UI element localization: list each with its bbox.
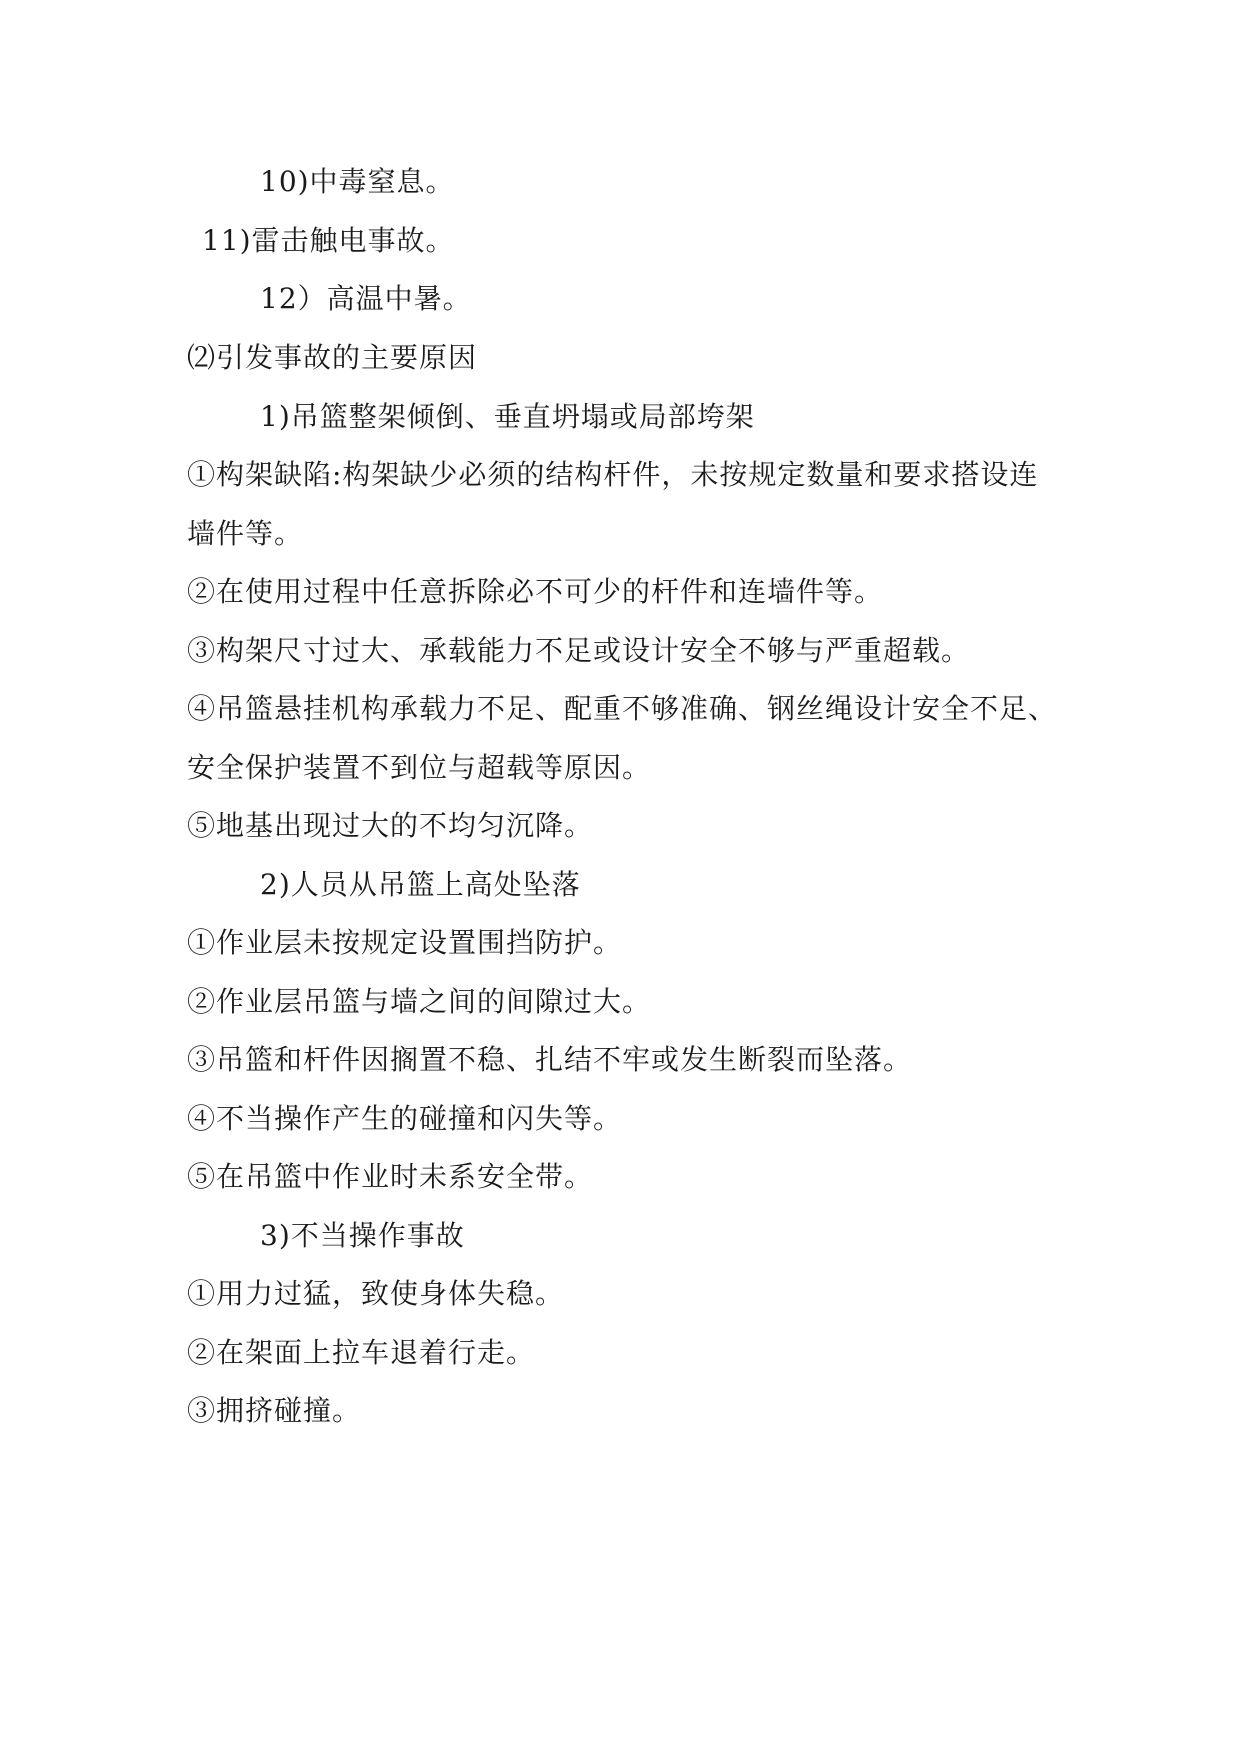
paragraph-line: ②作业层吊篮与墙之间的间隙过大。: [187, 985, 652, 1018]
paragraph-line: 安全保护装置不到位与超载等原因。: [187, 751, 652, 784]
paragraph-line: 墙件等。: [187, 517, 304, 550]
subsection-heading-2: 2)人员从吊篮上高处坠落: [260, 868, 581, 901]
paragraph-line: ③拥挤碰撞。: [187, 1394, 362, 1427]
paragraph-line: ②在使用过程中任意拆除必不可少的杆件和连墙件等。: [187, 575, 884, 608]
paragraph-line: ②在架面上拉车退着行走。: [187, 1336, 536, 1369]
paragraph-line: ⑤地基出现过大的不均匀沉降。: [187, 809, 594, 842]
paragraph-line: ④吊篮悬挂机构承载力不足、配重不够准确、钢丝绳设计安全不足、: [187, 692, 1058, 725]
paragraph-line: ⑤在吊篮中作业时未系安全带。: [187, 1160, 594, 1193]
subsection-heading-3: 3)不当操作事故: [260, 1219, 465, 1252]
paragraph-line: ③吊篮和杆件因搁置不稳、扎结不牢或发生断裂而坠落。: [187, 1043, 913, 1076]
section-heading: ⑵引发事故的主要原因: [187, 341, 478, 374]
paragraph-line: ①用力过猛，致使身体失稳。: [187, 1277, 565, 1310]
paragraph-line: ④不当操作产生的碰撞和闪失等。: [187, 1102, 623, 1135]
subsection-heading-1: 1)吊篮整架倾倒、垂直坍塌或局部垮架: [260, 400, 755, 433]
paragraph-line: ①构架缺陷:构架缺少必须的结构杆件，未按规定数量和要求搭设连: [187, 458, 1039, 491]
paragraph-line: ①作业层未按规定设置围挡防护。: [187, 926, 623, 959]
paragraph-line: ③构架尺寸过大、承载能力不足或设计安全不够与严重超载。: [187, 634, 971, 667]
list-item-11: 11)雷击触电事故。: [202, 224, 455, 257]
list-item-12: 12）高温中暑。: [260, 282, 472, 315]
list-item-10: 10)中毒窒息。: [260, 165, 455, 198]
